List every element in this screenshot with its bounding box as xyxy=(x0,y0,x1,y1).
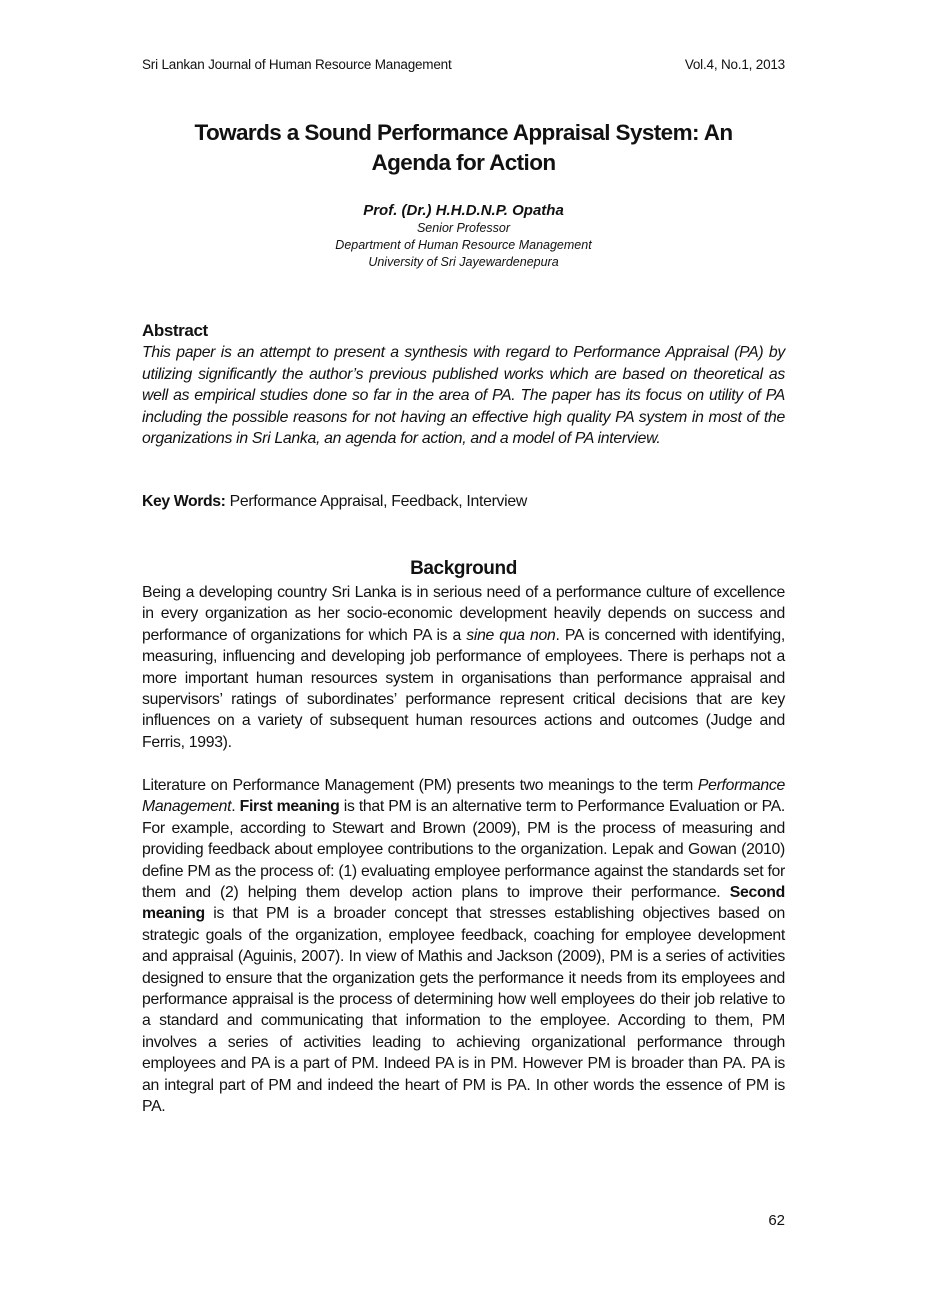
background-paragraph-1 xyxy=(142,582,785,753)
running-header xyxy=(142,57,785,72)
keywords-text: Performance Appraisal, Feedback, Interview xyxy=(229,493,527,510)
author-position: Senior Professor xyxy=(416,221,511,235)
para1-text-b: . PA is concerned with identifying, measuring, influencing and developing job performance of employees. There is perhaps not a more important human resources system in organisations than performance appraisal and supervisors’ ratings of subordinates’ performance represent critical decisions that are key influences on a variety of subsequent human resources actions and outcomes (Judge and Ferris, 1993). xyxy=(142,626,786,751)
abstract-section xyxy=(142,320,785,450)
volume-info: Vol.4, No.1, 2013 xyxy=(684,57,785,72)
background-heading: Background xyxy=(410,558,517,579)
author-name: Prof. (Dr.) H.H.D.N.P. Opatha xyxy=(363,202,564,219)
first-meaning-label: First meaning xyxy=(239,798,340,816)
title-line-1: Towards a Sound Performance Appraisal System: An xyxy=(194,120,733,145)
author-university: University of Sri Jayewardenepura xyxy=(368,255,559,269)
keywords xyxy=(142,493,785,511)
second-meaning-text: is that PM is a broader concept that stresses establishing objectives based on strategic goals of the organization, employee feedback, coaching for employee development and appraisal (Aguinis, 2007). In view of Mathis and Jackson (2009), PM is a series of activities designed to ensure that the organization gets the performance it needs from its employees and performance appraisal is the process of determining how well employees do their job relative to a standard and communicating that information to the employee. According to them, PM involves a series of activities leading to achieving organizational performance through employees and PA is a part of PM. Indeed PA is in PM. However PM is broader than PA. PA is an integral part of PM and indeed the heart of PM is PA. In other words the essence of PM is PA. xyxy=(142,905,785,1116)
para2-italic-term: Performance Management xyxy=(142,777,785,816)
keywords-label: Key Words: xyxy=(142,493,226,510)
para2-after-term: . xyxy=(231,798,240,816)
background-paragraph-2 xyxy=(142,775,785,1118)
abstract-heading: Abstract xyxy=(142,321,208,340)
second-meaning-label: Second meaning xyxy=(142,884,785,923)
paper-title xyxy=(142,118,785,178)
first-meaning-text: is that PM is an alternative term to Performance Evaluation or PA. For example, according to Stewart and Brown (2009), PM is the process of measuring and providing feedback about employee contributions to the organization. Lepak and Gowan (2010) define PM as the process of: (1) evaluating employee performance against the standards set for them and (2) helping them develop action plans to improve their performance. xyxy=(142,798,785,902)
para1-text-a: Being a developing country Sri Lanka is in serious need of a performance culture of excellence in every organization as her socio-economic development heavily depends on success and performance of organizations for which PA is a xyxy=(142,584,785,644)
journal-name: Sri Lankan Journal of Human Resource Management xyxy=(142,57,452,72)
author-department: Department of Human Resource Management xyxy=(335,238,592,252)
abstract-text: This paper is an attempt to present a synthesis with regard to Performance Appraisal (PA) by utilizing significantly the author’s previous published works which are based on theoretical as well as empirical studies done so far in the area of PA. The paper has its focus on utility of PA including the possible reasons for not having an effective high quality PA system in most of the organizations in Sri Lanka, an agenda for action, and a model of PA interview. xyxy=(142,344,785,448)
author-block xyxy=(142,202,785,271)
para1-italic-term: sine qua non xyxy=(466,626,556,644)
title-line-2: Agenda for Action xyxy=(371,150,556,175)
para2-intro: Literature on Performance Management (PM) presents two meanings to the term xyxy=(142,777,698,794)
page-number: 62 xyxy=(768,1212,785,1229)
